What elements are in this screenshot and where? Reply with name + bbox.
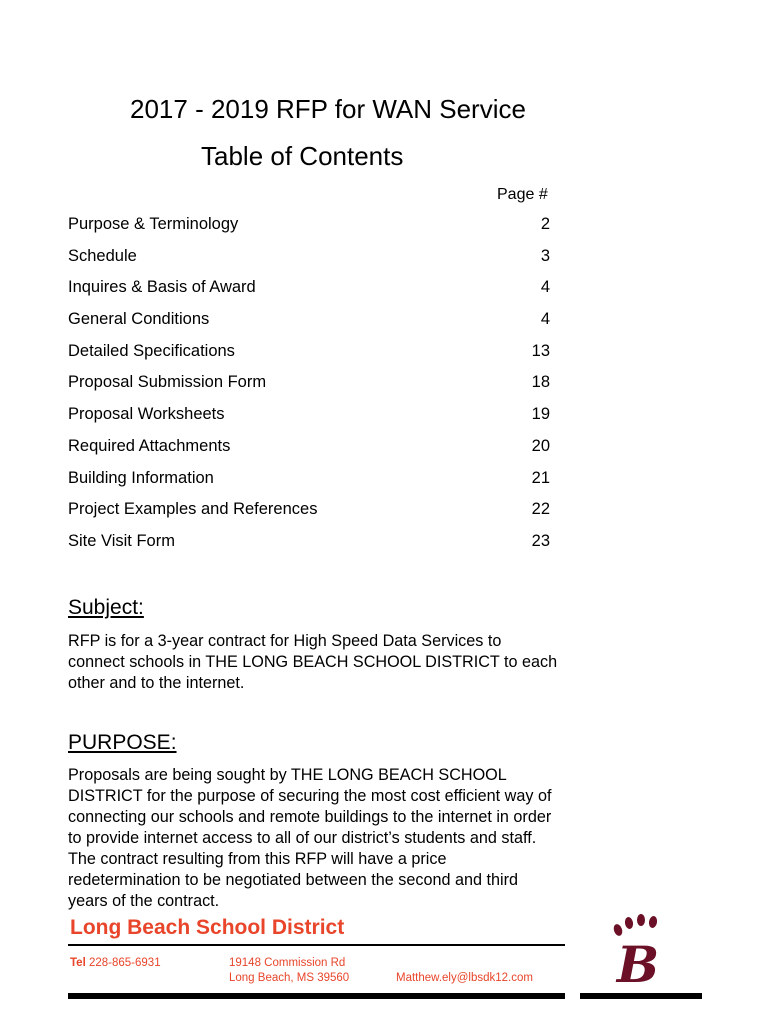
footer-bottom-bar-right — [580, 993, 702, 999]
subject-heading: Subject: — [68, 596, 144, 619]
district-logo — [604, 910, 674, 990]
toc-row — [68, 500, 550, 532]
toc-page: 18 — [531, 373, 550, 392]
toc-page: 13 — [531, 341, 550, 360]
toc-label: Detailed Specifications — [68, 341, 235, 360]
purpose-heading: PURPOSE: — [68, 731, 177, 754]
toc-label: Project Examples and References — [68, 500, 318, 519]
toc-page: 4 — [540, 278, 550, 297]
footer-bottom-bar-left — [68, 993, 565, 999]
toc-row — [68, 215, 550, 247]
toc-row — [68, 532, 550, 564]
toc-label: Proposal Worksheets — [68, 405, 225, 424]
footer-divider — [68, 944, 565, 946]
toc-row — [68, 437, 550, 469]
toc-row — [68, 373, 550, 405]
footer-address-line2: Long Beach, MS 39560 — [229, 972, 350, 984]
footer-email: Matthew.ely@lbsdk12.com — [396, 972, 533, 984]
page-number-header: Page # — [497, 186, 548, 203]
toc-row — [68, 469, 550, 501]
toc-label: Proposal Submission Form — [68, 373, 267, 392]
toc-row — [68, 247, 550, 279]
toc-row — [68, 278, 550, 310]
toc-row — [68, 405, 550, 437]
toc-page: 23 — [531, 531, 550, 550]
page-title: 2017 - 2019 RFP for WAN Service — [130, 94, 526, 124]
footer-phone — [70, 956, 161, 971]
toc-page: 20 — [531, 436, 550, 455]
toc-page: 2 — [540, 215, 550, 233]
toc-page: 4 — [540, 310, 550, 329]
footer-tel-label: Tel — [70, 957, 86, 969]
toc-label: Building Information — [68, 468, 214, 487]
toc-label: Site Visit Form — [68, 531, 175, 550]
toc-label: Required Attachments — [68, 436, 231, 455]
toc-label: General Conditions — [68, 310, 210, 329]
svg-text:B: B — [616, 935, 660, 990]
footer-tel: 228-865-6931 — [88, 957, 161, 969]
toc-page: 21 — [531, 468, 550, 487]
toc-page: 3 — [540, 246, 550, 265]
toc-label: Schedule — [68, 246, 137, 265]
table-of-contents — [68, 215, 550, 564]
toc-label: Inquires & Basis of Award — [68, 278, 256, 297]
toc-page: 19 — [531, 405, 550, 424]
footer-org-name: Long Beach School District — [70, 916, 345, 939]
footer-address-line1: 19148 Commission Rd — [229, 957, 346, 969]
subject-text: RFP is for a 3-year contract for High Speed Data Services to connect schools in THE LONG BEACH SCHOOL DISTRICT to each other and to the internet. — [68, 632, 558, 692]
toc-page: 22 — [531, 500, 550, 519]
toc-row — [68, 342, 550, 374]
toc-label: Purpose & Terminology — [68, 215, 239, 233]
purpose-text: Proposals are being sought by THE LONG BEACH SCHOOL DISTRICT for the purpose of securing the most cost efficient way of connecting our schools and remote buildings to the internet in order to provide internet access to all of our district’s students and staff. The contract resulting from this RFP will have a price redetermination to be negotiated between the second and third years of the contract. — [68, 766, 552, 910]
toc-row — [68, 310, 550, 342]
footer-address — [229, 956, 349, 986]
toc-heading: Table of Contents — [201, 141, 404, 171]
